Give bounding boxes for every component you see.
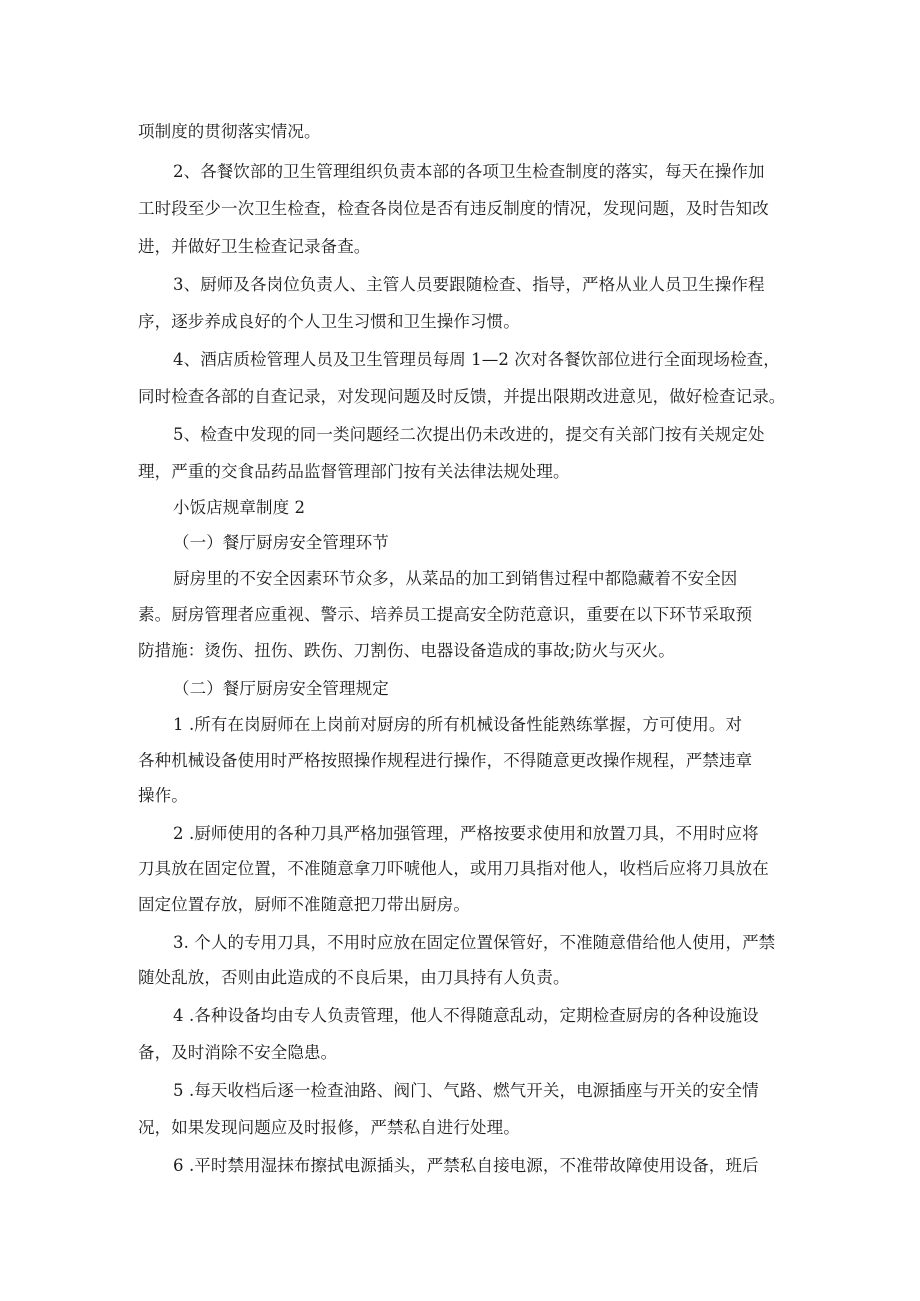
- text-line: 各种机械设备使用时严格按照操作规程进行操作，不得随意更改操作规程，严禁违章: [138, 751, 753, 770]
- text-line: 理，严重的交食品药品监督管理部门按有关法律法规处理。: [138, 462, 570, 481]
- text-line: 3. 个人的专用刀具，不用时应放在固定位置保管好，不准随意借给他人使用，严禁: [173, 933, 776, 952]
- text-line: 况，如果发现问题应及时报修，严禁私自进行处理。: [138, 1118, 520, 1137]
- text-line: 3、厨师及各岗位负责人、主管人员要跟随检查、指导，严格从业人员卫生操作程: [173, 275, 765, 294]
- text-line: 固定位置存放，厨师不准随意把刀带出厨房。: [138, 895, 470, 914]
- text-line: 5、检查中发现的同一类问题经二次提出仍未改进的，提交有关部门按有关规定处: [173, 425, 765, 444]
- text-line: 1 .所有在岗厨师在上岗前对厨房的所有机械设备性能熟练掌握，方可使用。对: [173, 715, 743, 734]
- text-line: 4、酒店质检管理人员及卫生管理员每周 1—2 次对各餐饮部位进行全面现场检查，: [173, 350, 780, 369]
- text-line: 操作。: [138, 786, 188, 805]
- text-line: 6 .平时禁用湿抹布擦拭电源插头，严禁私自接电源，不准带故障使用设备，班后: [173, 1156, 759, 1175]
- text-line: 厨房里的不安全因素环节众多，从菜品的加工到销售过程中都隐藏着不安全因: [173, 569, 738, 588]
- text-line: 5 .每天收档后逐一检查油路、阀门、气路、燃气开关，电源插座与开关的安全情: [173, 1081, 759, 1100]
- text-line: 同时检查各部的自查记录，对发现问题及时反馈，并提出限期改进意见，做好检查记录。: [138, 387, 786, 406]
- text-line: 2、各餐饮部的卫生管理组织负责本部的各项卫生检查制度的落实，每天在操作加: [173, 162, 765, 181]
- subsection-heading: （一）餐厅厨房安全管理环节: [173, 533, 389, 552]
- text-line: 序，逐步养成良好的个人卫生习惯和卫生操作习惯。: [138, 312, 520, 331]
- text-line: 进，并做好卫生检查记录备查。: [138, 237, 371, 256]
- text-line: 项制度的贯彻落实情况。: [138, 122, 321, 141]
- text-line: 工时段至少一次卫生检查，检查各岗位是否有违反制度的情况，发现问题，及时告知改: [138, 199, 769, 218]
- text-line: 随处乱放，否则由此造成的不良后果，由刀具持有人负责。: [138, 968, 570, 987]
- section-heading: 小饭店规章制度 2: [173, 498, 306, 517]
- text-line: 刀具放在固定位置，不准随意拿刀吓唬他人，或用刀具指对他人，收档后应将刀具放在: [138, 859, 769, 878]
- text-line: 4 .各种设备均由专人负责管理，他人不得随意乱动，定期检查厨房的各种设施设: [173, 1006, 759, 1025]
- subsection-heading: （二）餐厅厨房安全管理规定: [173, 679, 389, 698]
- text-line: 备，及时消除不安全隐患。: [138, 1043, 338, 1062]
- text-line: 素。厨房管理者应重视、警示、培养员工提高安全防范意识，重要在以下环节采取预: [138, 605, 753, 624]
- text-line: 防措施：烫伤、扭伤、跌伤、刀割伤、电器设备造成的事故;防火与灭火。: [138, 641, 675, 660]
- text-line: 2 .厨师使用的各种刀具严格加强管理，严格按要求使用和放置刀具，不用时应将: [173, 824, 759, 843]
